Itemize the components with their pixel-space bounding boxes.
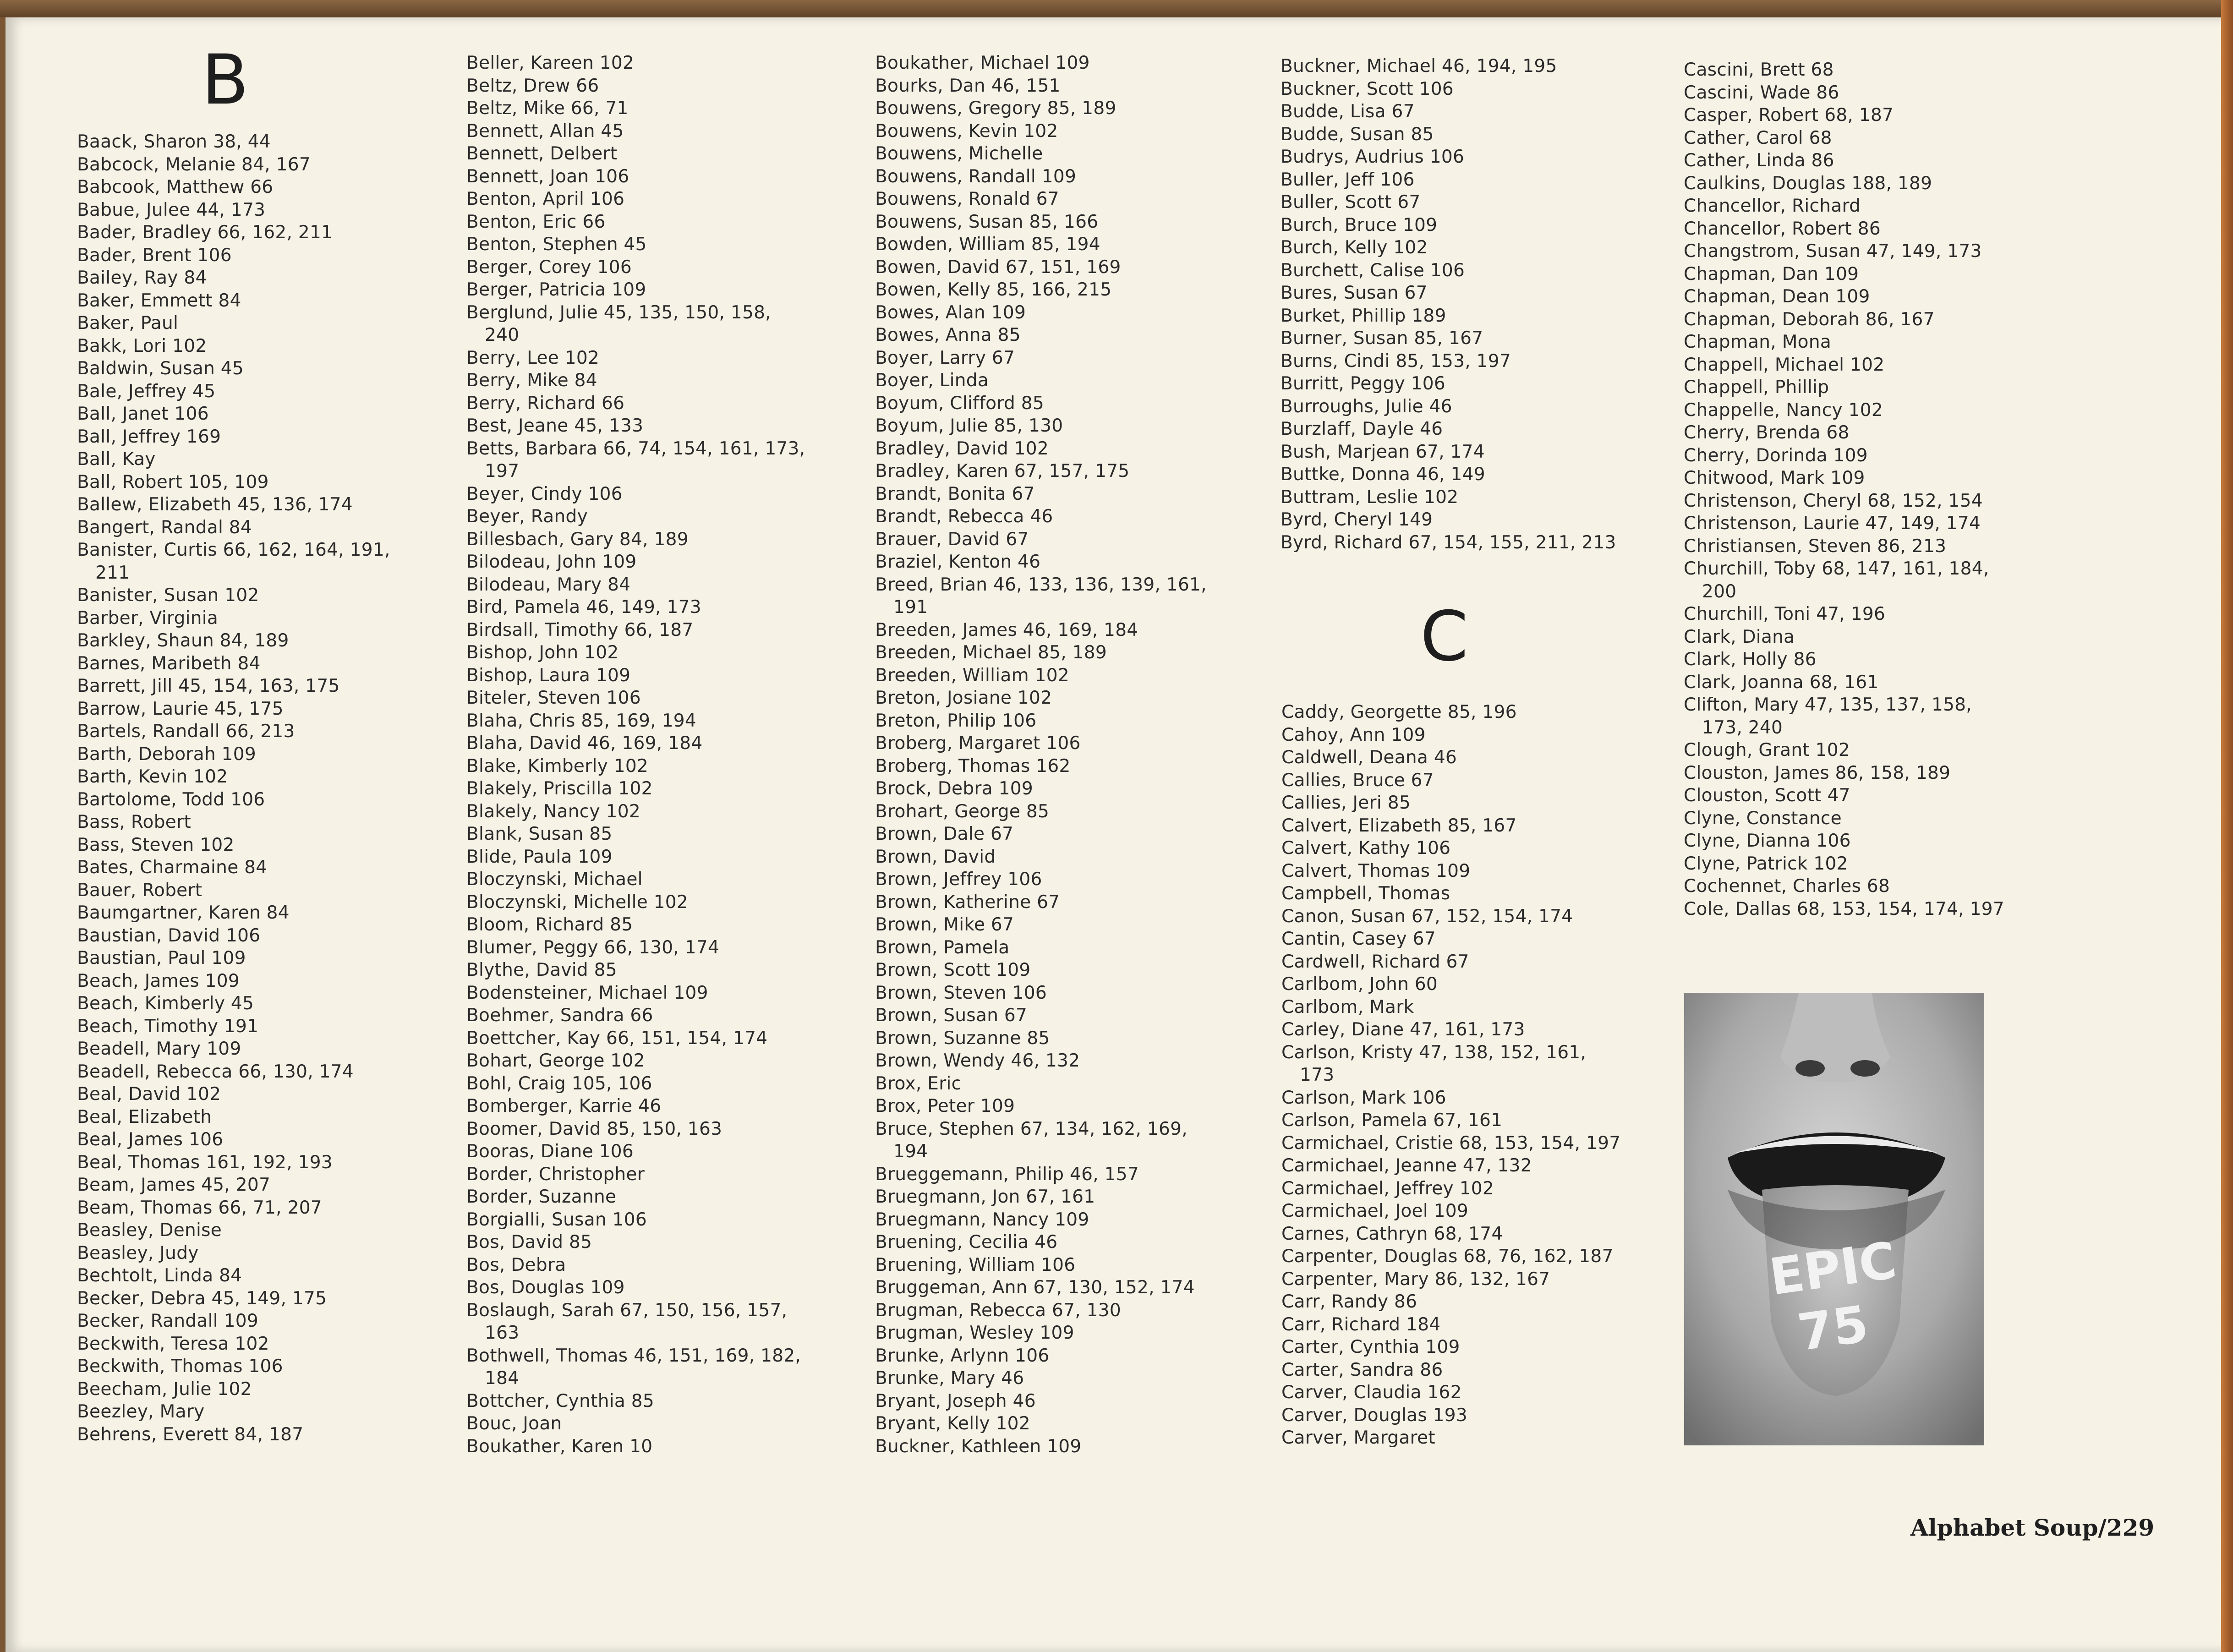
index-entry: Buckner, Scott 106 [1281, 78, 1454, 99]
index-entry: Brunke, Mary 46 [875, 1368, 1024, 1389]
index-entry: Brock, Debra 109 [875, 778, 1033, 799]
index-entry: Boslaugh, Sarah 67, 150, 156, 157, [466, 1300, 788, 1321]
index-entry: Carpenter, Mary 86, 132, 167 [1281, 1269, 1550, 1290]
index-entry: Bilodeau, Mary 84 [466, 574, 631, 595]
index-entry: Clough, Grant 102 [1684, 740, 1850, 760]
index-entry: Bartels, Randall 66, 213 [77, 721, 295, 742]
index-entry: Chancellor, Robert 86 [1684, 218, 1881, 239]
tongue-photo [1684, 993, 1984, 1445]
index-entry: Ball, Janet 106 [77, 404, 209, 424]
index-entry: Barrow, Laurie 45, 175 [77, 698, 284, 719]
index-entry: Carpenter, Douglas 68, 76, 162, 187 [1281, 1246, 1614, 1267]
index-entry: Carver, Douglas 193 [1281, 1405, 1468, 1426]
index-entry: Beckwith, Teresa 102 [77, 1333, 269, 1354]
index-entry: Carmichael, Jeanne 47, 132 [1281, 1155, 1532, 1176]
index-entry: Clark, Holly 86 [1684, 649, 1817, 670]
index-entry: Bruening, Cecilia 46 [875, 1232, 1058, 1253]
page-footer: Alphabet Soup/229 [1910, 1514, 2155, 1541]
index-entry: Booras, Diane 106 [466, 1141, 634, 1162]
index-entry: Blake, Kimberly 102 [466, 755, 649, 777]
index-entry: Budde, Susan 85 [1281, 124, 1434, 145]
index-entry: Ball, Jeffrey 169 [77, 426, 221, 447]
index-entry: Bruening, William 106 [875, 1254, 1076, 1275]
index-entry: Bennett, Joan 106 [466, 166, 629, 187]
index-entry: Clark, Joanna 68, 161 [1684, 672, 1879, 693]
index-entry: Bloom, Richard 85 [466, 914, 633, 935]
index-entry: Bilodeau, John 109 [466, 552, 637, 572]
index-entry: 200 [1702, 581, 1737, 602]
index-entry: Best, Jeane 45, 133 [466, 416, 644, 436]
index-entry: Baumgartner, Karen 84 [77, 903, 290, 923]
index-entry: 197 [485, 461, 520, 481]
index-entry: Bowen, David 67, 151, 169 [875, 257, 1121, 278]
index-entry: Baustian, Paul 109 [77, 948, 246, 968]
index-entry: Becker, Randall 109 [77, 1311, 258, 1331]
index-entry: Beltz, Mike 66, 71 [466, 98, 629, 119]
index-entry: Blaha, Chris 85, 169, 194 [466, 710, 697, 731]
index-entry: Bryant, Joseph 46 [875, 1390, 1036, 1411]
index-entry: Burroughs, Julie 46 [1281, 396, 1452, 417]
index-entry: 173 [1300, 1065, 1335, 1085]
index-entry: Bloczynski, Michelle 102 [466, 892, 689, 913]
index-entry: Beezley, Mary [77, 1401, 205, 1422]
index-entry: Chitwood, Mark 109 [1684, 468, 1865, 488]
index-entry: Border, Christopher [466, 1164, 645, 1185]
index-entry: Bloczynski, Michael [466, 869, 643, 890]
index-entry: Brox, Eric [875, 1073, 962, 1094]
index-entry: Brugman, Rebecca 67, 130 [875, 1300, 1121, 1321]
index-entry: Carlson, Pamela 67, 161 [1281, 1110, 1503, 1131]
index-entry: Callies, Jeri 85 [1281, 793, 1411, 813]
index-entry: Buller, Jeff 106 [1281, 169, 1415, 190]
index-entry: Bruce, Stephen 67, 134, 162, 169, [875, 1118, 1188, 1139]
index-entry: Cahoy, Ann 109 [1281, 724, 1426, 745]
index-entry: Bohart, George 102 [466, 1050, 645, 1071]
index-entry: Casper, Robert 68, 187 [1684, 105, 1894, 126]
index-entry: Chapman, Dean 109 [1684, 286, 1870, 307]
index-entry: Banister, Susan 102 [77, 585, 259, 606]
index-entry: Beadell, Rebecca 66, 130, 174 [77, 1061, 354, 1082]
index-entry: Berry, Lee 102 [466, 347, 600, 368]
index-entry: Blank, Susan 85 [466, 824, 613, 844]
index-entry: Carter, Sandra 86 [1281, 1359, 1443, 1380]
index-entry: Bowden, William 85, 194 [875, 234, 1100, 255]
index-entry: Bass, Steven 102 [77, 834, 235, 855]
index-entry: Burns, Cindi 85, 153, 197 [1281, 350, 1511, 372]
index-entry: Carlbom, Mark [1281, 996, 1414, 1017]
index-entry: Boyer, Linda [875, 370, 989, 391]
index-entry: Bothwell, Thomas 46, 151, 169, 182, [466, 1345, 801, 1366]
index-entry: Barber, Virginia [77, 607, 219, 629]
index-entry: Bruegmann, Jon 67, 161 [875, 1187, 1095, 1207]
index-entry: Churchill, Toby 68, 147, 161, 184, [1684, 558, 1989, 579]
section-heading-c: C [1420, 597, 1468, 677]
index-entry: Chapman, Dan 109 [1684, 263, 1859, 284]
index-entry: Bird, Pamela 46, 149, 173 [466, 597, 701, 618]
index-entry: Carver, Margaret [1281, 1428, 1435, 1448]
index-entry: Brox, Peter 109 [875, 1096, 1015, 1116]
index-entry: Bomberger, Karrie 46 [466, 1096, 662, 1116]
index-entry: Bures, Susan 67 [1281, 283, 1428, 303]
index-entry: Christenson, Cheryl 68, 152, 154 [1684, 490, 1983, 511]
index-entry: Beasley, Judy [77, 1242, 199, 1264]
index-entry: Berger, Corey 106 [466, 257, 632, 278]
index-entry: Chapman, Mona [1684, 332, 1832, 352]
index-entry: Baker, Emmett 84 [77, 290, 241, 311]
index-entry: Brown, Susan 67 [875, 1005, 1028, 1026]
index-column-3 [875, 52, 1269, 1458]
index-entry: Blumer, Peggy 66, 130, 174 [466, 937, 720, 958]
index-entry: Calvert, Thomas 109 [1281, 860, 1471, 881]
index-entry: Berry, Mike 84 [466, 370, 597, 391]
index-entry: Brueggemann, Philip 46, 157 [875, 1164, 1139, 1185]
index-entry: Byrd, Cheryl 149 [1281, 509, 1433, 530]
index-entry: Brugman, Wesley 109 [875, 1323, 1074, 1343]
index-entry: Brown, Wendy 46, 132 [875, 1050, 1080, 1071]
index-entry: Chappell, Phillip [1684, 377, 1829, 398]
index-entry: Brown, Mike 67 [875, 914, 1014, 935]
index-entry: Boukather, Michael 109 [875, 53, 1090, 73]
index-entry: Calvert, Elizabeth 85, 167 [1281, 815, 1517, 836]
index-entry: Boomer, David 85, 150, 163 [466, 1118, 722, 1139]
index-entry: Campbell, Thomas [1281, 883, 1450, 904]
index-entry: Ball, Robert 105, 109 [77, 471, 269, 492]
index-entry: Burch, Kelly 102 [1281, 237, 1428, 258]
index-entry: Boettcher, Kay 66, 151, 154, 174 [466, 1028, 768, 1049]
index-entry: Ball, Kay [77, 449, 156, 470]
index-entry: Burritt, Peggy 106 [1281, 373, 1446, 394]
index-entry: Brandt, Rebecca 46 [875, 506, 1053, 527]
index-entry: Berger, Patricia 109 [466, 279, 646, 300]
index-entry: Bale, Jeffrey 45 [77, 381, 216, 402]
index-entry: Beam, James 45, 207 [77, 1175, 271, 1195]
index-entry: Bartolome, Todd 106 [77, 789, 265, 810]
index-entry: Buller, Scott 67 [1281, 192, 1421, 213]
index-column-5 [1684, 59, 2078, 920]
index-entry: Breton, Josiane 102 [875, 688, 1052, 708]
index-entry: Bradley, Karen 67, 157, 175 [875, 461, 1130, 481]
index-entry: Berglund, Julie 45, 135, 150, 158, [466, 302, 771, 323]
index-entry: Clyne, Dianna 106 [1684, 831, 1851, 851]
index-entry: Carmichael, Cristie 68, 153, 154, 197 [1281, 1132, 1621, 1154]
index-entry: Buckner, Kathleen 109 [875, 1436, 1082, 1457]
index-entry: Bruggeman, Ann 67, 130, 152, 174 [875, 1277, 1195, 1298]
index-entry: Borgialli, Susan 106 [466, 1209, 647, 1230]
index-entry: Clark, Diana [1684, 626, 1795, 647]
index-entry: Burner, Susan 85, 167 [1281, 328, 1483, 349]
index-entry: 163 [485, 1323, 520, 1343]
index-entry: Bos, Debra [466, 1254, 566, 1275]
index-entry: Border, Suzanne [466, 1187, 617, 1207]
index-entry: Brunke, Arlynn 106 [875, 1345, 1050, 1366]
index-entry: Breed, Brian 46, 133, 136, 139, 161, [875, 574, 1207, 595]
index-entry: Ballew, Elizabeth 45, 136, 174 [77, 494, 353, 515]
index-entry: Beal, James 106 [77, 1129, 224, 1150]
index-entry: Cole, Dallas 68, 153, 154, 174, 197 [1684, 898, 2004, 919]
index-entry: Brandt, Bonita 67 [875, 483, 1035, 504]
index-entry: Beyer, Cindy 106 [466, 483, 623, 504]
index-entry: Bos, Douglas 109 [466, 1277, 625, 1298]
index-entry: Baustian, David 106 [77, 925, 261, 946]
index-entry: Brown, Suzanne 85 [875, 1028, 1050, 1049]
index-entry: Beyer, Randy [466, 506, 588, 527]
index-entry: Bennett, Allan 45 [466, 120, 624, 142]
index-entry: Caddy, Georgette 85, 196 [1281, 702, 1517, 722]
index-entry: Babcock, Melanie 84, 167 [77, 154, 311, 175]
index-entry: Burket, Phillip 189 [1281, 305, 1446, 326]
index-entry: Beach, James 109 [77, 970, 240, 991]
index-entry: Breeden, James 46, 169, 184 [875, 619, 1138, 640]
index-entry: Bouwens, Susan 85, 166 [875, 211, 1099, 232]
index-entry: Broberg, Margaret 106 [875, 733, 1081, 754]
index-entry: Carley, Diane 47, 161, 173 [1281, 1019, 1525, 1040]
index-entry: Beltz, Drew 66 [466, 75, 599, 96]
index-entry: Burchett, Calise 106 [1281, 260, 1465, 281]
index-column-1 [77, 131, 471, 1446]
index-entry: Carnes, Cathryn 68, 174 [1281, 1223, 1503, 1244]
index-column-2 [466, 52, 860, 1458]
index-entry: Carter, Cynthia 109 [1281, 1337, 1460, 1357]
index-entry: Bryant, Kelly 102 [875, 1413, 1030, 1434]
index-entry: Bishop, John 102 [466, 642, 619, 663]
index-entry: Bates, Charmaine 84 [77, 857, 268, 878]
index-entry: Cascini, Wade 86 [1684, 82, 1839, 103]
index-entry: Clyne, Patrick 102 [1684, 853, 1848, 874]
index-entry: Bohl, Craig 105, 106 [466, 1073, 652, 1094]
index-entry: Buttram, Leslie 102 [1281, 487, 1459, 508]
index-entry: Cantin, Casey 67 [1281, 929, 1436, 949]
index-entry: Bruegmann, Nancy 109 [875, 1209, 1089, 1230]
index-entry: Cather, Carol 68 [1684, 127, 1832, 148]
index-entry: Clouston, Scott 47 [1684, 785, 1850, 806]
index-entry: Bauer, Robert [77, 880, 203, 901]
index-entry: Carlson, Kristy 47, 138, 152, 161, [1281, 1042, 1587, 1063]
index-entry: Brohart, George 85 [875, 801, 1050, 822]
index-entry: Clifton, Mary 47, 135, 137, 158, [1684, 695, 1972, 715]
index-entry: Carlson, Mark 106 [1281, 1087, 1446, 1108]
index-entry: Calvert, Kathy 106 [1281, 838, 1451, 859]
index-entry: Beckwith, Thomas 106 [77, 1356, 283, 1377]
index-entry: Bechtolt, Linda 84 [77, 1265, 242, 1286]
index-entry: Becker, Debra 45, 149, 175 [77, 1288, 327, 1309]
index-entry: Burzlaff, Dayle 46 [1281, 419, 1443, 439]
index-entry: Beadell, Mary 109 [77, 1039, 241, 1059]
index-entry: Brown, Dale 67 [875, 824, 1014, 844]
index-entry: Bishop, Laura 109 [466, 665, 631, 686]
index-entry: Bottcher, Cynthia 85 [466, 1390, 654, 1411]
index-entry: Brown, Katherine 67 [875, 892, 1060, 913]
index-entry: Chancellor, Richard [1684, 196, 1861, 216]
index-entry: Carmichael, Joel 109 [1281, 1201, 1469, 1221]
index-entry: Brown, Steven 106 [875, 982, 1047, 1003]
index-entry: Budde, Lisa 67 [1281, 101, 1415, 122]
index-entry: Bakk, Lori 102 [77, 335, 207, 356]
index-entry: Carr, Richard 184 [1281, 1314, 1441, 1335]
index-entry: Bailey, Ray 84 [77, 268, 207, 288]
index-entry: Braziel, Kenton 46 [875, 552, 1041, 572]
index-entry: Byrd, Richard 67, 154, 155, 211, 213 [1281, 532, 1616, 553]
index-entry: Breton, Philip 106 [875, 710, 1037, 731]
index-entry: Boukather, Karen 10 [466, 1436, 653, 1457]
index-entry: Bennett, Delbert [466, 143, 618, 164]
index-entry: Bush, Marjean 67, 174 [1281, 441, 1485, 462]
index-entry: Beam, Thomas 66, 71, 207 [77, 1197, 322, 1218]
section-heading-b: B [202, 40, 249, 120]
index-entry: Brown, Scott 109 [875, 960, 1031, 980]
index-entry: Babcook, Matthew 66 [77, 177, 274, 197]
index-entry: Bouwens, Ronald 67 [875, 189, 1059, 209]
index-entry: Bowes, Alan 109 [875, 302, 1026, 323]
index-entry: Carlbom, John 60 [1281, 974, 1438, 995]
index-entry: Bouwens, Randall 109 [875, 166, 1077, 187]
index-entry: Barnes, Maribeth 84 [77, 653, 261, 674]
index-entry: Canon, Susan 67, 152, 154, 174 [1281, 906, 1573, 927]
index-entry: Barth, Deborah 109 [77, 744, 257, 765]
index-entry: Brauer, David 67 [875, 529, 1029, 550]
index-entry: Bowen, Kelly 85, 166, 215 [875, 279, 1112, 300]
index-entry: 191 [893, 597, 928, 618]
index-entry: Barrett, Jill 45, 154, 163, 175 [77, 676, 340, 696]
index-entry: Billesbach, Gary 84, 189 [466, 529, 689, 550]
index-entry: Beal, Thomas 161, 192, 193 [77, 1152, 333, 1173]
index-entry: Bouwens, Gregory 85, 189 [875, 98, 1116, 119]
index-entry: Beach, Kimberly 45 [77, 993, 254, 1014]
index-entry: Bos, David 85 [466, 1232, 592, 1253]
index-entry: Cherry, Dorinda 109 [1684, 445, 1868, 466]
photo-letters-epic: EPIC [1766, 1231, 1900, 1307]
index-entry: Blaha, David 46, 169, 184 [466, 733, 703, 754]
index-entry: Baack, Sharon 38, 44 [77, 131, 271, 152]
index-entry: Beach, Timothy 191 [77, 1016, 259, 1037]
index-entry: Beal, David 102 [77, 1084, 221, 1105]
index-entry: Baker, Paul [77, 313, 179, 334]
book-spine-top [0, 0, 2233, 17]
index-entry: Buttke, Donna 46, 149 [1281, 464, 1485, 485]
index-entry: Burch, Bruce 109 [1281, 214, 1438, 235]
index-entry: 194 [893, 1141, 928, 1162]
index-entry: Babue, Julee 44, 173 [77, 199, 266, 220]
index-column-4 [1281, 55, 1675, 554]
index-entry: 240 [485, 325, 520, 345]
index-entry: Carr, Randy 86 [1281, 1291, 1418, 1312]
index-entry: Biteler, Steven 106 [466, 688, 641, 708]
index-entry: Boehmer, Sandra 66 [466, 1005, 653, 1026]
index-entry: Bouc, Joan [466, 1413, 562, 1434]
index-entry: 184 [485, 1368, 520, 1389]
index-entry: Bouwens, Michelle [875, 143, 1043, 164]
index-entry: Behrens, Everett 84, 187 [77, 1424, 304, 1445]
index-entry: Baldwin, Susan 45 [77, 358, 244, 379]
index-entry: 173, 240 [1702, 717, 1783, 738]
index-entry: Benton, Eric 66 [466, 211, 606, 232]
index-entry: Bowes, Anna 85 [875, 325, 1021, 345]
index-entry: Bradley, David 102 [875, 438, 1049, 459]
index-entry: Caulkins, Douglas 188, 189 [1684, 173, 1932, 194]
index-column-4-c-section [1281, 701, 1675, 1450]
index-entry: Barkley, Shaun 84, 189 [77, 630, 289, 651]
index-entry: Carmichael, Jeffrey 102 [1281, 1178, 1494, 1199]
index-entry: Blide, Paula 109 [466, 846, 613, 867]
index-entry: Chapman, Deborah 86, 167 [1684, 309, 1935, 330]
index-entry: Beasley, Denise [77, 1220, 222, 1241]
index-entry: 211 [95, 562, 130, 583]
index-entry: Bangert, Randal 84 [77, 517, 252, 538]
index-entry: Beecham, Julie 102 [77, 1378, 252, 1400]
index-entry: Brown, David [875, 846, 996, 867]
index-entry: Blythe, David 85 [466, 960, 617, 980]
index-entry: Bourks, Dan 46, 151 [875, 75, 1061, 96]
index-entry: Breeden, Michael 85, 189 [875, 642, 1107, 663]
index-entry: Chappell, Michael 102 [1684, 354, 1885, 375]
index-entry: Chappelle, Nancy 102 [1684, 399, 1883, 421]
book-edge [2221, 0, 2233, 1652]
index-entry: Betts, Barbara 66, 74, 154, 161, 173, [466, 438, 805, 459]
index-entry: Budrys, Audrius 106 [1281, 147, 1465, 167]
index-entry: Bass, Robert [77, 812, 191, 832]
index-entry: Cherry, Brenda 68 [1684, 422, 1850, 443]
index-entry: Cardwell, Richard 67 [1281, 951, 1469, 972]
index-entry: Cather, Linda 86 [1684, 150, 1834, 171]
index-entry: Banister, Curtis 66, 162, 164, 191, [77, 540, 390, 560]
index-entry: Christenson, Laurie 47, 149, 174 [1684, 513, 1981, 534]
index-entry: Berry, Richard 66 [466, 393, 625, 414]
index-entry: Changstrom, Susan 47, 149, 173 [1684, 241, 1982, 262]
index-entry: Bader, Bradley 66, 162, 211 [77, 222, 333, 243]
index-entry: Benton, Stephen 45 [466, 234, 647, 255]
index-entry: Clyne, Constance [1684, 808, 1842, 829]
index-entry: Beller, Kareen 102 [466, 53, 635, 73]
index-entry: Brown, Pamela [875, 937, 1010, 958]
index-entry: Callies, Bruce 67 [1281, 770, 1434, 791]
index-entry: Beal, Elizabeth [77, 1106, 212, 1127]
index-entry: Christiansen, Steven 86, 213 [1684, 536, 1947, 557]
index-entry: Benton, April 106 [466, 189, 625, 209]
index-entry: Carver, Claudia 162 [1281, 1382, 1462, 1403]
index-entry: Birdsall, Timothy 66, 187 [466, 619, 694, 640]
index-entry: Brown, Jeffrey 106 [875, 869, 1042, 890]
index-entry: Buckner, Michael 46, 194, 195 [1281, 56, 1557, 77]
index-entry: Boyer, Larry 67 [875, 347, 1015, 368]
index-entry: Blakely, Nancy 102 [466, 801, 640, 822]
index-entry: Breeden, William 102 [875, 665, 1069, 686]
index-entry: Cochennet, Charles 68 [1684, 876, 1890, 897]
index-entry: Cascini, Brett 68 [1684, 60, 1834, 80]
index-entry: Bader, Brent 106 [77, 245, 232, 266]
index-entry: Boyum, Clifford 85 [875, 393, 1044, 414]
index-entry: Caldwell, Deana 46 [1281, 747, 1457, 768]
index-entry: Blakely, Priscilla 102 [466, 778, 653, 799]
index-entry: Bouwens, Kevin 102 [875, 120, 1058, 142]
index-entry: Bodensteiner, Michael 109 [466, 982, 708, 1003]
index-entry: Boyum, Julie 85, 130 [875, 416, 1063, 436]
index-entry: Clouston, James 86, 158, 189 [1684, 762, 1951, 783]
index-entry: Barth, Kevin 102 [77, 766, 228, 787]
index-entry: Churchill, Toni 47, 196 [1684, 604, 1886, 624]
photo-letters-75: 75 [1794, 1294, 1872, 1362]
index-entry: Broberg, Thomas 162 [875, 755, 1071, 777]
